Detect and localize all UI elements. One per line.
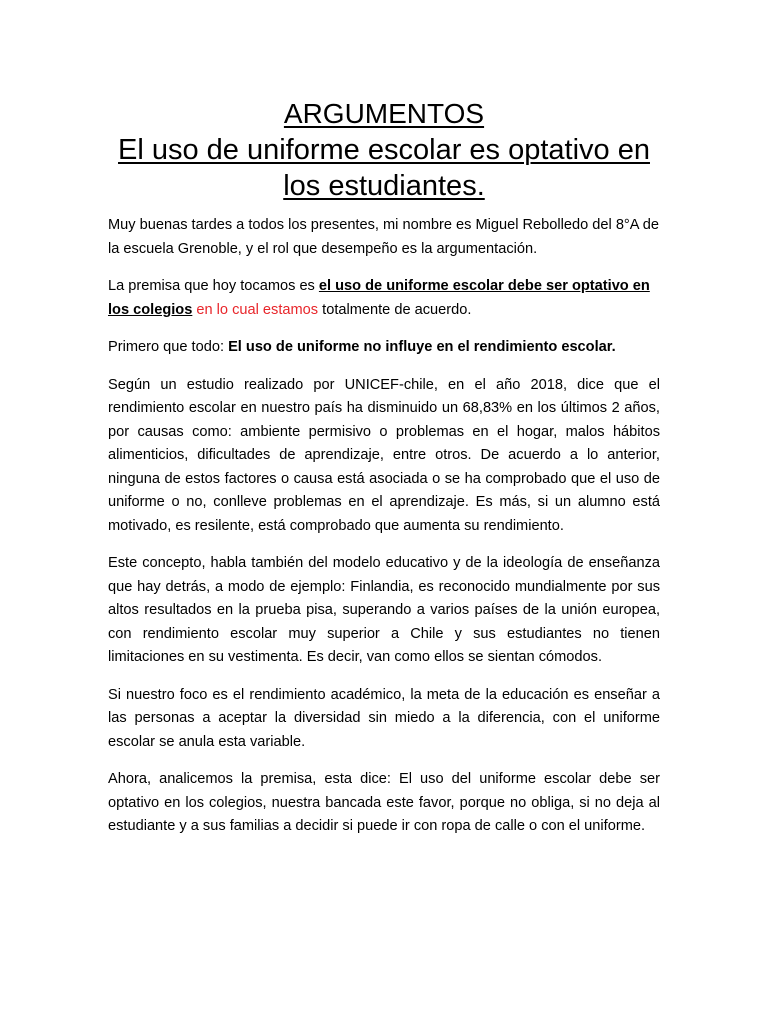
document-page xyxy=(108,96,660,853)
paragraph-premise-analysis: Ahora, analicemos la premisa, esta dice: El uso del uniforme escolar debe ser optativo en los colegios, nuestra bancada este favor, porque no obliga, si no deja al estudiante y a sus familias a decidir si puede ir con ropa de calle o con el uniforme. xyxy=(108,771,660,834)
heading-argumentos: ARGUMENTOS xyxy=(283,98,485,129)
paragraph-introduction: Muy buenas tardes a todos los presentes, mi nombre es Miguel Rebolledo del 8°A de la escuela Grenoble, y el rol que desempeño es la argumentación. xyxy=(108,217,659,257)
premise-lead-text: La premisa que hoy tocamos es xyxy=(108,278,319,294)
paragraph-academic-focus: Si nuestro foco es el rendimiento académico, la meta de la educación es enseñar a las personas a aceptar la diversidad sin miedo a la diferencia, con el uniforme escolar se anula esta variable. xyxy=(108,686,660,750)
paragraph-premise xyxy=(108,275,660,322)
premise-red-text: en lo cual estamos xyxy=(192,301,319,318)
premise-tail-text: totalmente de acuerdo. xyxy=(318,301,472,318)
heading-title-line2: los estudiantes. xyxy=(283,170,485,202)
paragraph-unicef-study: Según un estudio realizado por UNICEF-chile, en el año 2018, dice que el rendimiento escolar en nuestro país ha disminuido un 68,83% en los últimos 2 años, por causas como: ambiente permisivo o problemas en el hogar, malos hábitos alimenticios, dificultades de aprendizaje, entre otros. De acuerdo a lo anterior, ninguna de estos factores o causa está asociada o se ha comprobado que el uso de uniforme o no, conlleve problemas en el aprendizaje. Es más, si un alumno está motivado, es resilente, está comprobado que aumenta su rendimiento. xyxy=(108,376,660,534)
first-argument-bold: El uso de uniforme no influye en el rendimiento escolar. xyxy=(228,339,616,355)
paragraph-finland-example: Este concepto, habla también del modelo educativo y de la ideología de enseñanza que hay detrás, a modo de ejemplo: Finlandia, es reconocido mundialmente por sus altos resultados en la prueba pisa, superando a varios países de la unión europea, con rendimiento escolar muy superior a Chile y sus estudiantes no tienen limitaciones en su vestimenta. Es decir, van como ellos se sientan cómodos. xyxy=(108,555,660,665)
document-headings xyxy=(108,96,660,204)
premise-bold-text: el uso de uniforme escolar debe ser optativo en los colegios xyxy=(108,278,650,318)
first-argument-lead: Primero que todo: xyxy=(108,339,229,355)
paragraph-first-argument xyxy=(108,336,660,360)
heading-title-line1: El uso de uniforme escolar es optativo en xyxy=(118,134,650,166)
